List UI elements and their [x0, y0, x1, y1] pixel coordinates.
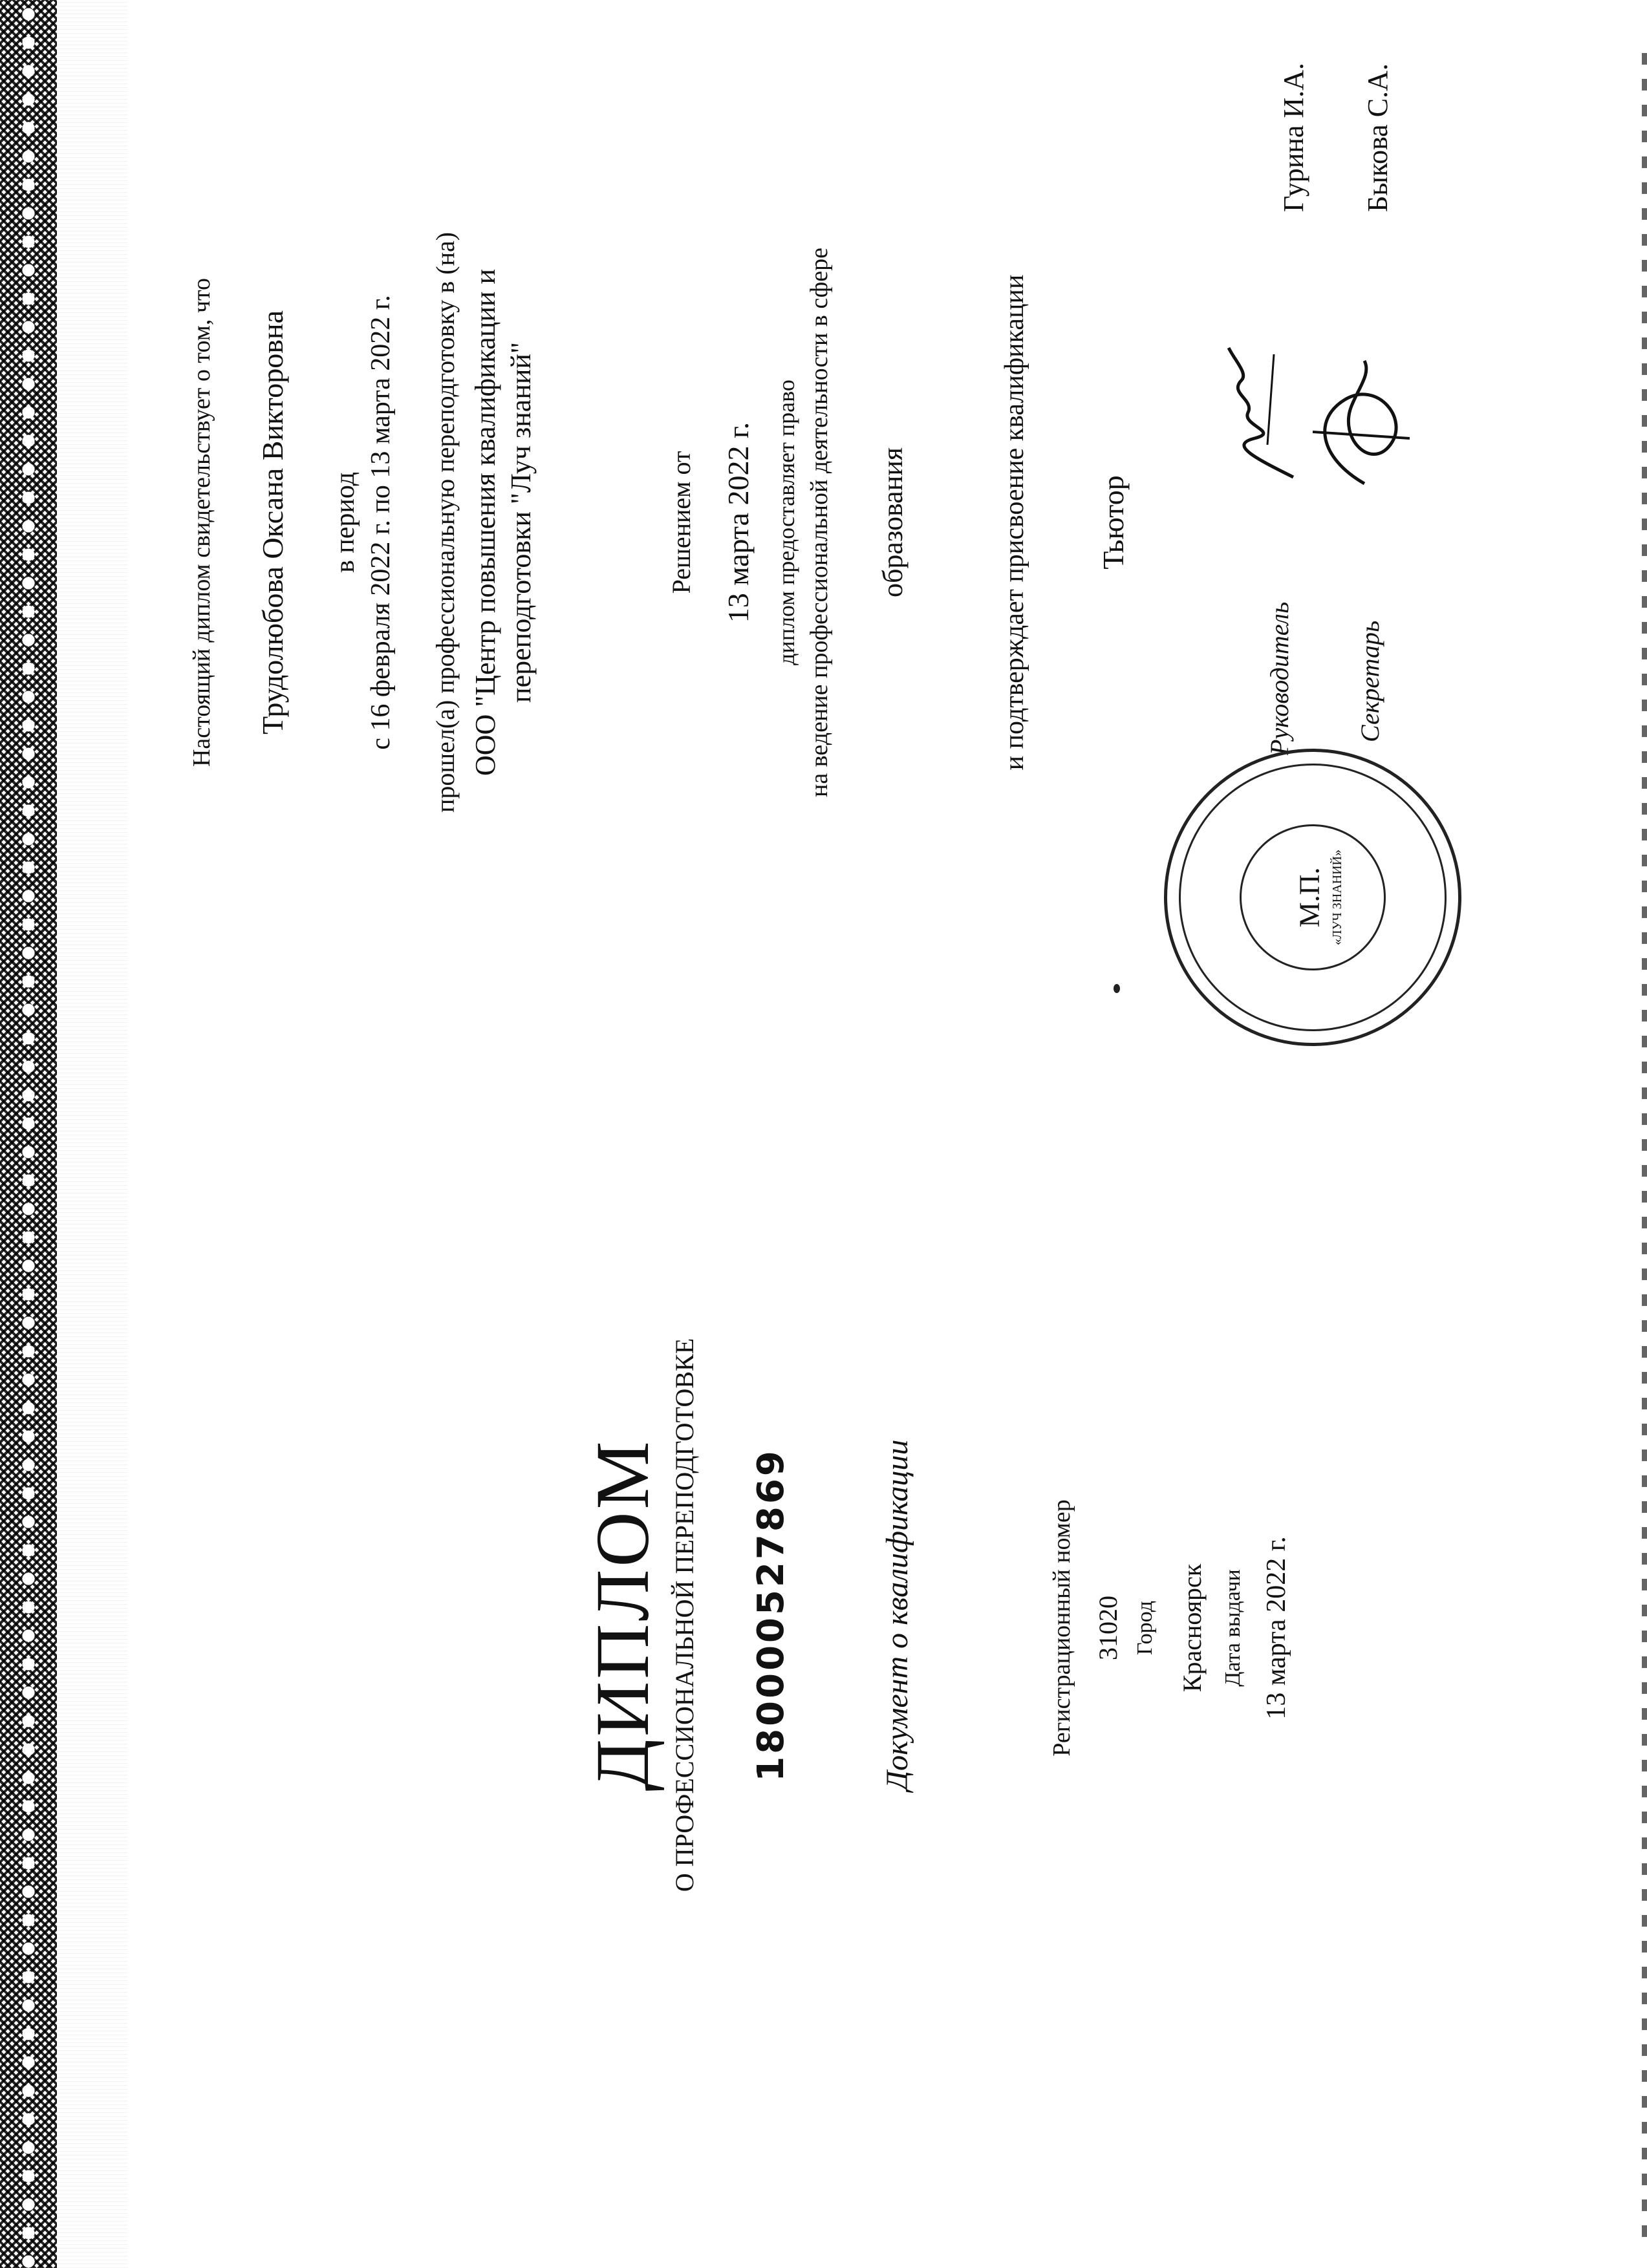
seal-sub-text: «ЛУЧ ЗНАНИЙ» [1330, 850, 1344, 945]
field-value: образования [877, 447, 909, 598]
diploma-title: ДИПЛОМ [580, 1439, 665, 1792]
diploma-number: 180000527869 [750, 1448, 792, 1782]
passed-text: прошел(а) профессиональную переподготовку в (на) [431, 231, 460, 813]
qualification-value: Тьютор [1097, 475, 1130, 570]
decision-label: Решением от [667, 451, 696, 594]
issue-date-label: Дата выдачи [1221, 1569, 1245, 1687]
head-signature [1216, 341, 1313, 484]
city-label: Город [1133, 1601, 1157, 1655]
org-name-line1: ООО "Центр повышения квалификации и [469, 268, 501, 776]
organization-seal [1164, 749, 1461, 1046]
seal-center-text: М.П. [1293, 867, 1326, 928]
grants-text: диплом предоставляет право [773, 380, 799, 665]
document-type: Документ о квалификации [880, 1439, 914, 1791]
period-value: с 16 февраля 2022 г. по 13 марта 2022 г. [366, 295, 396, 750]
head-label: Руководитель [1265, 601, 1294, 755]
reg-number-label: Регистрационный номер [1048, 1499, 1075, 1757]
diploma-subtitle: О ПРОФЕССИОНАЛЬНОЙ ПЕРЕПОДГОТОВКЕ [670, 1338, 699, 1892]
period-label: в период [330, 471, 360, 573]
reg-number-value: 31020 [1093, 1596, 1123, 1660]
confirms-text: и подтверждает присвоение квалификации [1000, 274, 1029, 771]
head-name: Гурина И.А. [1278, 63, 1309, 212]
field-line: на ведение профессиональной деятельности в сфере [806, 247, 833, 798]
city-value: Красноярск [1178, 1563, 1207, 1693]
intro-text: Настоящий диплом свидетельствует о том, что [188, 277, 215, 767]
secretary-signature [1300, 354, 1423, 497]
decision-date: 13 марта 2022 г. [722, 422, 755, 623]
secretary-name: Быкова С.А. [1362, 63, 1394, 212]
org-name-line2: переподготовки "Луч знаний" [505, 342, 537, 703]
secretary-label: Секретарь [1355, 620, 1384, 742]
recipient-name: Трудолюбова Оксана Викторовна [256, 310, 289, 735]
issue-date-value: 13 марта 2022 г. [1262, 1536, 1291, 1720]
